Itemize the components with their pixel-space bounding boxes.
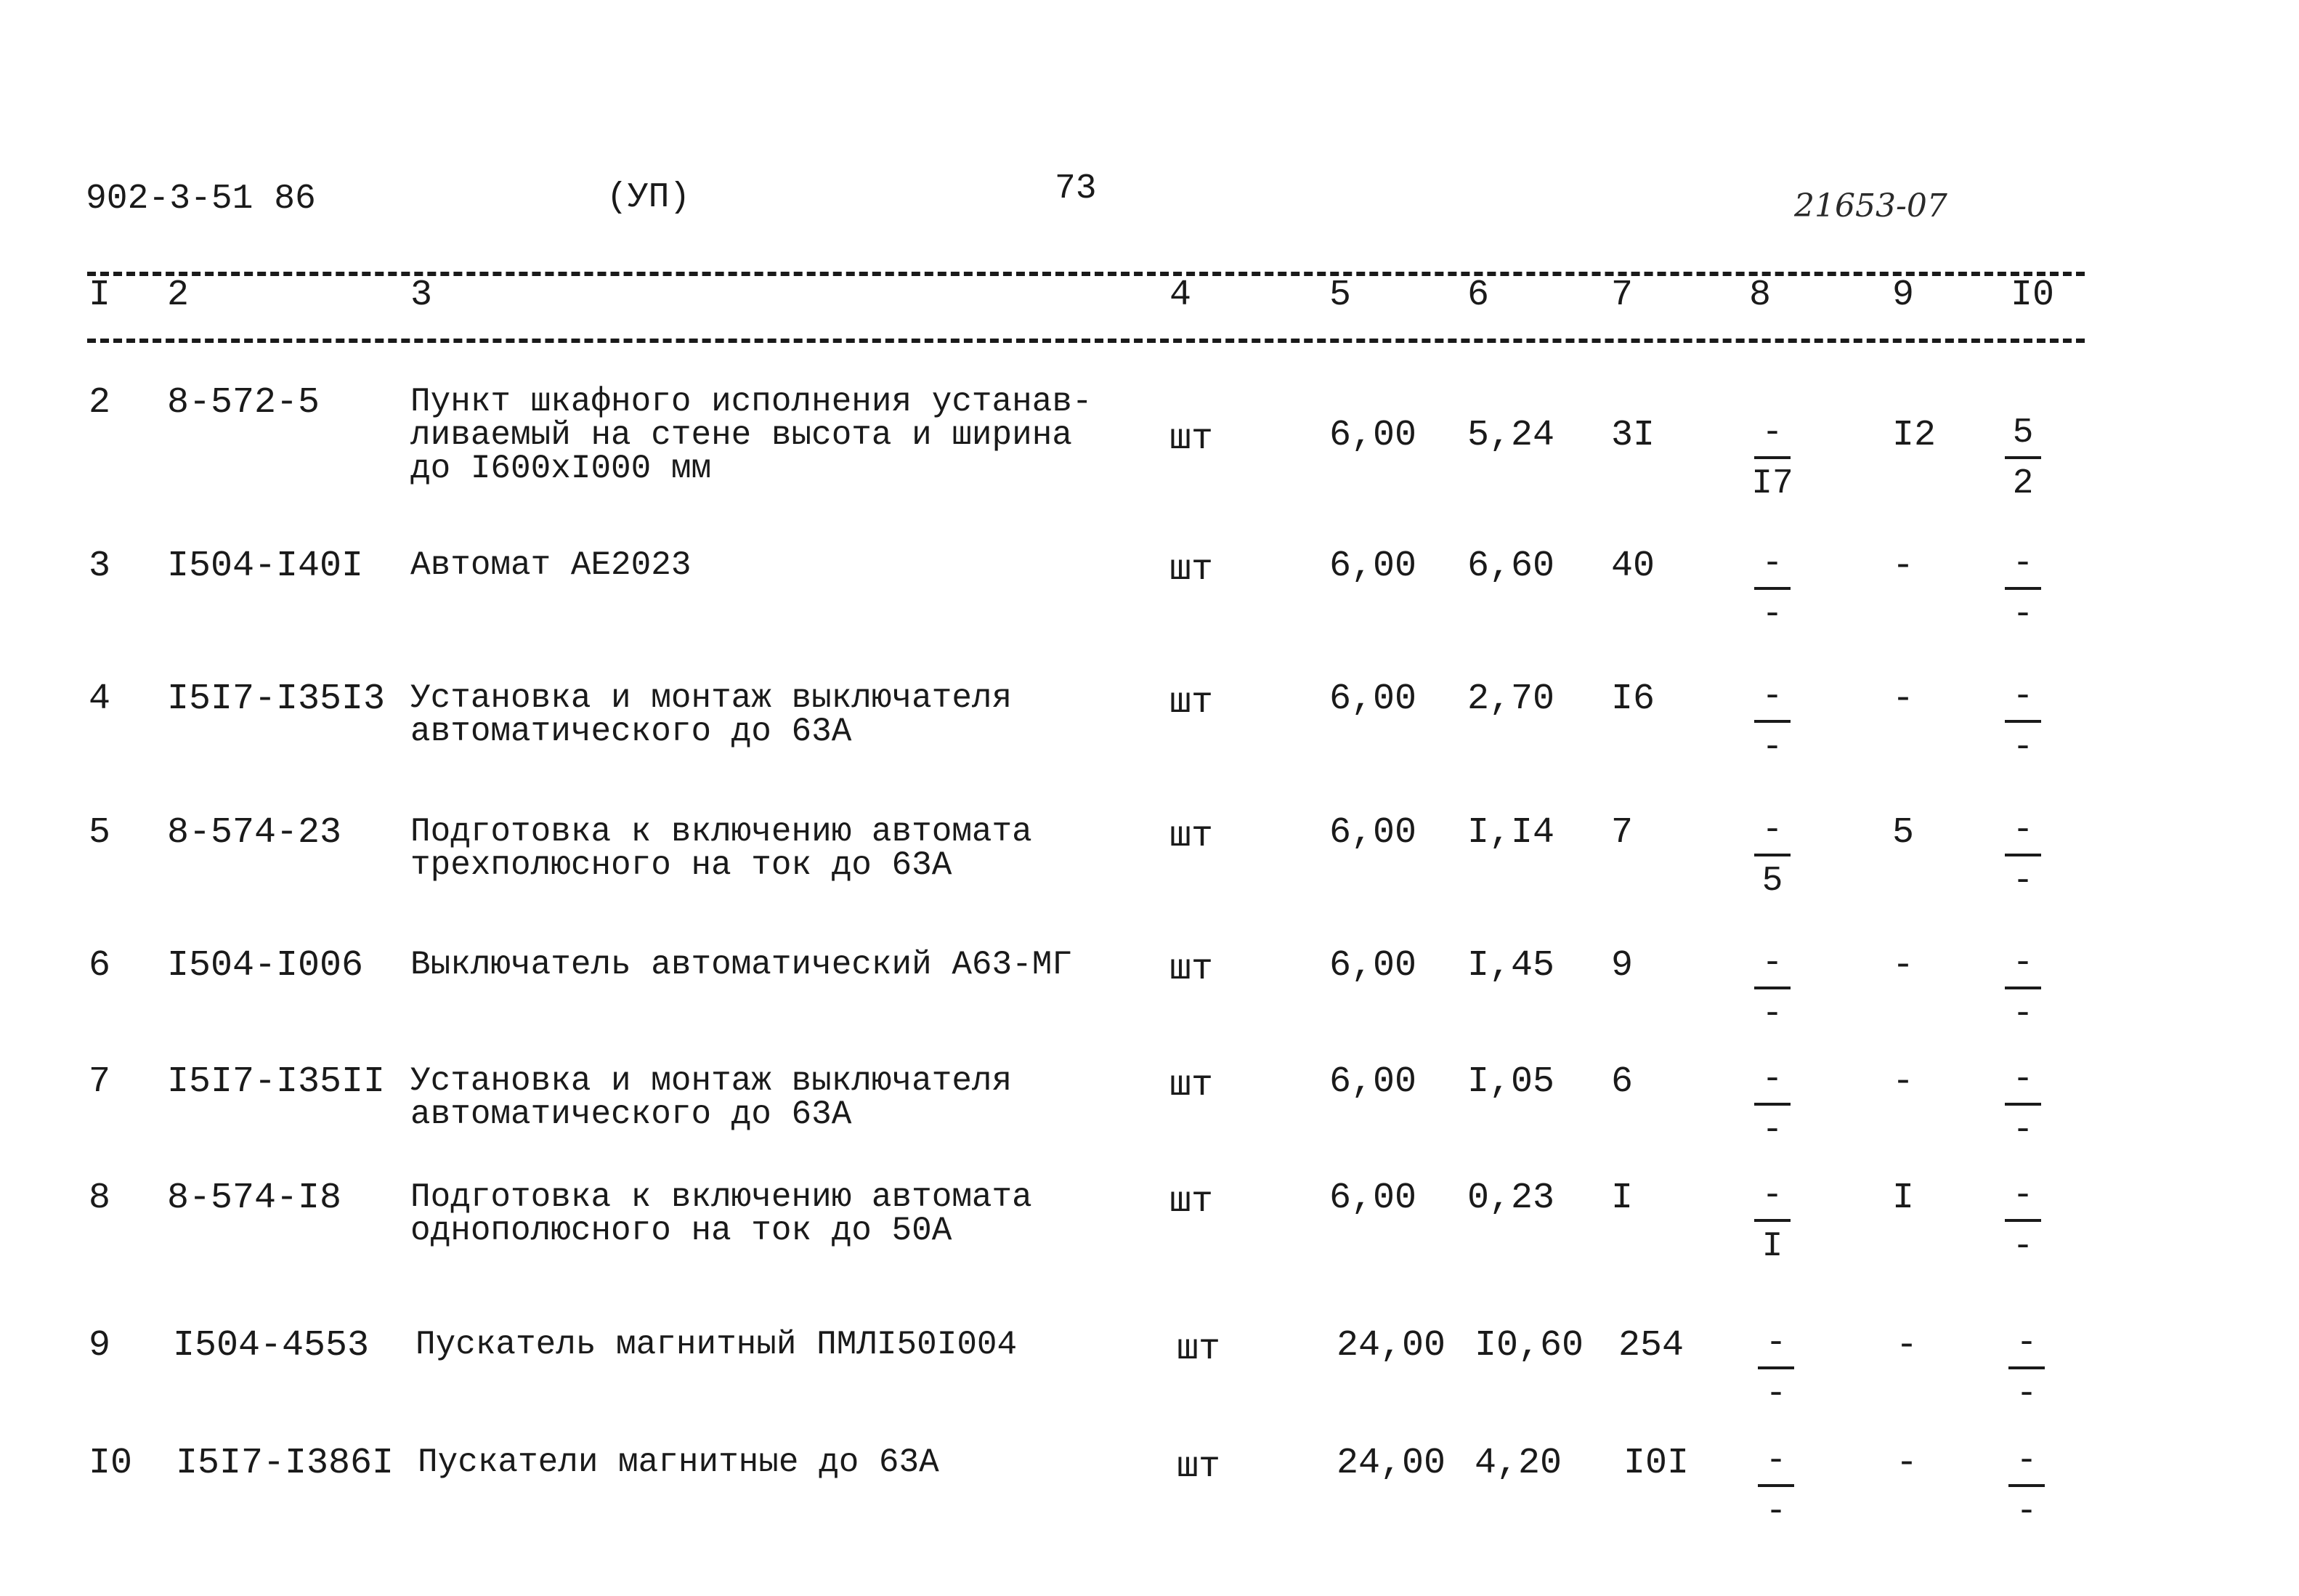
norm-code: I504-I40I <box>167 546 364 587</box>
col9-value: - <box>1896 1325 1918 1366</box>
col5-value: 6,00 <box>1329 1061 1417 1103</box>
norm-code: 8-574-23 <box>167 812 342 854</box>
col5-value: 6,00 <box>1329 945 1417 987</box>
sheet-code: 21653-07 <box>1794 187 1947 224</box>
fraction-bar <box>2008 1484 2045 1487</box>
norm-code: I504-I006 <box>167 945 364 987</box>
col6-value: I,05 <box>1467 1061 1555 1103</box>
fraction-denominator: - <box>2012 862 2034 901</box>
col7-value: I0I <box>1623 1443 1690 1484</box>
col10-fraction <box>1998 678 2056 779</box>
col10-fraction <box>2001 1442 2059 1544</box>
col7-value: 254 <box>1618 1325 1684 1366</box>
unit: шт <box>1169 549 1214 591</box>
row-number: 3 <box>89 546 111 587</box>
row-number: 5 <box>89 812 111 854</box>
fraction-bar <box>2005 987 2041 989</box>
norm-code: I504-4553 <box>173 1325 370 1366</box>
col9-value: - <box>1892 678 1915 720</box>
work-description: Автомат АЕ2023 <box>410 546 692 584</box>
col7-value: I6 <box>1611 678 1655 720</box>
col9-value: 5 <box>1892 812 1915 854</box>
row-number: 8 <box>89 1178 111 1219</box>
fraction-bar <box>2005 720 2041 723</box>
fraction-numerator: 5 <box>2012 413 2034 453</box>
col9-value: - <box>1892 945 1915 987</box>
col8-fraction <box>1747 944 1805 1046</box>
norm-code: I5I7-I35II <box>167 1061 386 1103</box>
fraction-bar <box>2008 1366 2045 1369</box>
document-code: 902-3-51 86 <box>86 179 316 219</box>
col5-value: 6,00 <box>1329 812 1417 854</box>
norm-code: 8-572-5 <box>167 382 320 424</box>
col8-fraction <box>1751 1324 1809 1426</box>
col5-value: 24,00 <box>1337 1443 1446 1484</box>
col7-value: 6 <box>1611 1061 1634 1103</box>
row-number: 6 <box>89 945 111 987</box>
col6-value: 5,24 <box>1467 415 1555 456</box>
fraction-denominator: - <box>2012 595 2034 634</box>
col10-fraction <box>1998 414 2056 516</box>
fraction-bar <box>2005 1219 2041 1222</box>
col6-value: I,45 <box>1467 945 1555 987</box>
col10-fraction <box>1998 1177 2056 1279</box>
fraction-numerator: - <box>2016 1324 2038 1363</box>
fraction-bar <box>1754 587 1791 590</box>
fraction-numerator: - <box>1765 1324 1787 1363</box>
fraction-denominator: - <box>2012 728 2034 767</box>
fraction-numerator: - <box>1761 944 1783 983</box>
work-description: Пункт шкафного исполнения устанав- ливаемый на стене высота и ширина до I600xI000 мм <box>410 383 1092 487</box>
column-number: I <box>89 275 111 316</box>
row-number: I0 <box>89 1443 133 1484</box>
fraction-denominator: - <box>1761 995 1783 1034</box>
col10-fraction <box>2001 1324 2059 1426</box>
row-number: 2 <box>89 382 111 424</box>
unit: шт <box>1177 1329 1221 1370</box>
fraction-denominator: - <box>2016 1492 2038 1531</box>
work-description: Выключатель автоматический А63-МГ <box>410 946 1072 984</box>
fraction-denominator: - <box>2012 1111 2034 1150</box>
col8-fraction <box>1747 811 1805 913</box>
unit: шт <box>1169 1065 1214 1106</box>
col5-value: 6,00 <box>1329 678 1417 720</box>
fraction-denominator: - <box>1761 1111 1783 1150</box>
work-description: Пускатель магнитный ПМЛI50I004 <box>415 1326 1018 1364</box>
fraction-bar <box>1754 1103 1791 1106</box>
fraction-denominator: - <box>1761 728 1783 767</box>
col6-value: 4,20 <box>1475 1443 1562 1484</box>
col7-value: 40 <box>1611 546 1655 587</box>
unit: шт <box>1169 418 1214 460</box>
col5-value: 6,00 <box>1329 1178 1417 1219</box>
row-number: 4 <box>89 678 111 720</box>
fraction-bar <box>1754 987 1791 989</box>
fraction-bar <box>2005 456 2041 459</box>
fraction-bar <box>2005 1103 2041 1106</box>
column-number: I0 <box>2011 275 2055 316</box>
col10-fraction <box>1998 811 2056 913</box>
fraction-numerator: - <box>1761 811 1783 850</box>
fraction-numerator: - <box>1761 544 1783 583</box>
column-number: 7 <box>1611 275 1634 316</box>
fraction-bar <box>1754 1219 1791 1222</box>
col7-value: 3I <box>1611 415 1655 456</box>
header-bottom-rule <box>87 339 2085 343</box>
col9-value: I2 <box>1892 415 1937 456</box>
col5-value: 24,00 <box>1337 1325 1446 1366</box>
col6-value: I,I4 <box>1467 812 1555 854</box>
row-number: 9 <box>89 1325 111 1366</box>
fraction-numerator: - <box>1761 413 1783 453</box>
fraction-numerator: - <box>2016 1441 2038 1480</box>
column-number: 6 <box>1467 275 1490 316</box>
fraction-numerator: - <box>1761 677 1783 716</box>
fraction-denominator: I <box>1761 1227 1783 1266</box>
unit: шт <box>1169 816 1214 857</box>
fraction-denominator: - <box>2012 995 2034 1034</box>
fraction-numerator: - <box>2012 811 2034 850</box>
fraction-denominator: - <box>1765 1374 1787 1414</box>
header-top-rule <box>87 272 2085 276</box>
col5-value: 6,00 <box>1329 546 1417 587</box>
column-number: 5 <box>1329 275 1352 316</box>
col8-fraction <box>1747 545 1805 647</box>
norm-code: 8-574-I8 <box>167 1178 342 1219</box>
section-label: (УП) <box>607 178 691 217</box>
col7-value: I <box>1611 1178 1634 1219</box>
col8-fraction <box>1751 1442 1809 1544</box>
col10-fraction <box>1998 944 2056 1046</box>
col8-fraction <box>1747 678 1805 779</box>
unit: шт <box>1177 1446 1221 1488</box>
column-number: 2 <box>167 275 190 316</box>
fraction-bar <box>1754 854 1791 856</box>
col9-value: - <box>1892 1061 1915 1103</box>
col8-fraction <box>1747 1177 1805 1279</box>
fraction-bar <box>2005 854 2041 856</box>
fraction-numerator: - <box>2012 1176 2034 1215</box>
column-number: 4 <box>1169 275 1192 316</box>
unit: шт <box>1169 1181 1214 1223</box>
col10-fraction <box>1998 545 2056 647</box>
fraction-numerator: - <box>1761 1060 1783 1099</box>
fraction-denominator: - <box>2016 1374 2038 1414</box>
column-number: 3 <box>410 275 433 316</box>
unit: шт <box>1169 682 1214 724</box>
column-number: 9 <box>1892 275 1915 316</box>
unit: шт <box>1169 949 1214 990</box>
work-description: Пускатели магнитные до 63А <box>418 1443 939 1481</box>
page-number: 73 <box>1055 169 1097 208</box>
fraction-denominator: - <box>1765 1492 1787 1531</box>
fraction-denominator: I7 <box>1751 464 1793 503</box>
fraction-bar <box>1758 1366 1794 1369</box>
col9-value: - <box>1896 1443 1918 1484</box>
work-description: Подготовка к включению автомата трехполюсного на ток до 63А <box>410 813 1032 884</box>
col10-fraction <box>1998 1061 2056 1162</box>
fraction-numerator: - <box>2012 1060 2034 1099</box>
norm-code: I5I7-I35I3 <box>167 678 386 720</box>
fraction-numerator: - <box>2012 677 2034 716</box>
work-description: Установка и монтаж выключателя автоматического до 63А <box>410 1062 1013 1133</box>
col8-fraction <box>1747 1061 1805 1162</box>
column-number: 8 <box>1749 275 1772 316</box>
col7-value: 7 <box>1611 812 1634 854</box>
fraction-denominator: - <box>1761 595 1783 634</box>
fraction-numerator: - <box>2012 944 2034 983</box>
fraction-numerator: - <box>1765 1441 1787 1480</box>
col6-value: 0,23 <box>1467 1178 1555 1219</box>
norm-code: I5I7-I386I <box>176 1443 394 1484</box>
fraction-denominator: 5 <box>1761 862 1783 901</box>
col6-value: I0,60 <box>1475 1325 1584 1366</box>
col6-value: 6,60 <box>1467 546 1555 587</box>
fraction-bar <box>1758 1484 1794 1487</box>
col6-value: 2,70 <box>1467 678 1555 720</box>
fraction-bar <box>1754 456 1791 459</box>
col9-value: - <box>1892 546 1915 587</box>
fraction-denominator: 2 <box>2012 464 2034 503</box>
col9-value: I <box>1892 1178 1915 1219</box>
row-number: 7 <box>89 1061 111 1103</box>
fraction-bar <box>1754 720 1791 723</box>
work-description: Установка и монтаж выключателя автоматического до 63А <box>410 679 1013 750</box>
fraction-numerator: - <box>1761 1176 1783 1215</box>
work-description: Подготовка к включению автомата однополюсного на ток до 50А <box>410 1178 1032 1249</box>
fraction-bar <box>2005 587 2041 590</box>
col7-value: 9 <box>1611 945 1634 987</box>
fraction-numerator: - <box>2012 544 2034 583</box>
fraction-denominator: - <box>2012 1227 2034 1266</box>
col8-fraction <box>1747 414 1805 516</box>
col5-value: 6,00 <box>1329 415 1417 456</box>
